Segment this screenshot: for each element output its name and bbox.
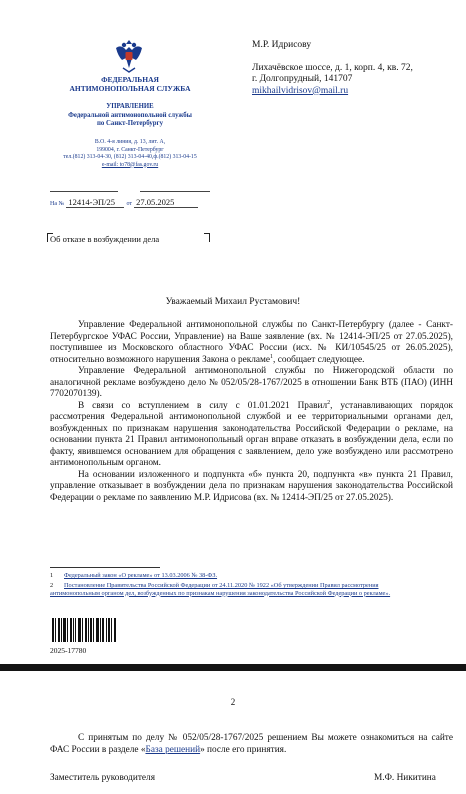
paragraph-4: На основании изложенного и подпункта «б» пункта 20, подпункта «в» пункта 21 Правил, управление отказывает в возбуждении дела по признакам нарушения законодательства Российской Федерации о рекламе по заявлению М.Р. Идрисова (вх. № 12414-ЭП/25 от 27.05.2025). — [50, 469, 453, 503]
page-2-text-start: С принятым по делу № 052/05/28-1767/2025 решением Вы можете ознакомиться на сайте ФАС России в разделе « — [50, 733, 453, 755]
recipient-address-1: Лихачёвское шоссе, д. 1, корп. 4, кв. 72, — [252, 62, 413, 73]
coat-of-arms-icon — [112, 38, 146, 74]
footnote-separator — [50, 567, 160, 568]
page-number: 2 — [230, 697, 236, 707]
dept-line-3: по Санкт-Петербургу — [97, 120, 163, 127]
letter-body — [50, 320, 453, 504]
department-name — [40, 103, 220, 129]
paragraph-3 — [50, 401, 453, 470]
decisions-database-link[interactable]: База решений — [145, 745, 201, 755]
dept-line-1: УПРАВЛЕНИЕ — [106, 103, 154, 110]
paragraph-1-tail: , сообщает следующее. — [273, 354, 365, 365]
recipient-name: М.Р. Идрисову — [252, 40, 312, 50]
signer-role: Заместитель руководителя — [50, 773, 155, 783]
page-2 — [0, 671, 466, 794]
dept-line-2: Федеральной антимонопольной службы — [68, 111, 192, 119]
paragraph-3-text: В связи со вступлением в силу с 01.01.2021 Правил — [78, 400, 328, 411]
department-address — [40, 139, 220, 169]
signer-name: М.Ф. Никитина — [374, 773, 436, 783]
recipient-email-link[interactable]: mikhailvidrisov@mail.ru — [252, 85, 349, 96]
footnote-1-number: 1 — [50, 572, 54, 579]
address-line-2: 199004, г. Санкт-Петербург — [96, 146, 164, 153]
registration-number: 12414-ЭП/25 — [66, 197, 124, 208]
registration-block — [50, 197, 198, 208]
org-line-1: ФЕДЕРАЛЬНАЯ — [101, 75, 159, 84]
footnote-ref-2[interactable]: 2 — [327, 399, 331, 406]
footnote-1 — [50, 572, 430, 580]
org-line-2: АНТИМОНОПОЛЬНАЯ СЛУЖБА — [69, 84, 191, 93]
footnote-2-link[interactable]: Постановление Правительства Российской Федерации от 24.11.2020 № 1922 «Об утверждении Правил рассмотрения антимонопольным органом дел, возбужденных по признакам нарушения законодательства Российской Федерации о рекламе». — [50, 582, 391, 597]
page-separator — [0, 664, 466, 671]
org-name — [40, 75, 220, 93]
page-2-text-end: » после его принятия. — [200, 745, 287, 755]
footnote-2-number: 2 — [50, 582, 54, 589]
footnote-1-link[interactable]: Федеральный закон «О рекламе» от 13.03.2006 № 38-ФЗ. — [64, 572, 218, 579]
address-email[interactable]: e-mail: to78@fas.gov.ru — [101, 161, 159, 168]
address-line-3: тел.(812) 313-04-30, (812) 313-04-40,ф.(812) 313-04-15 — [63, 154, 197, 160]
page-2-paragraph — [50, 732, 453, 756]
recipient-address-2: г. Долгопрудный, 141707 — [252, 74, 353, 84]
footnote-2 — [50, 582, 430, 597]
subject-bracket-right — [204, 233, 210, 242]
registration-prefix: На № — [50, 201, 65, 207]
paragraph-1-text: Управление Федеральной антимонопольной службы по Санкт-Петербургу (далее - Санкт-Петербургское УФАС России, Управление) на Ваше заявление (вх. № 12414-ЭП/25 от 27.05.2025), поступившее из Московского областного УФАС России (исх. № КИ/10545/25 от 26.05.2025), относительно возможного нарушения Закона о рекламе — [50, 320, 453, 365]
recipient-block — [252, 40, 413, 97]
document-code: 2025-17780 — [50, 646, 87, 655]
footnote-ref-1[interactable]: 1 — [270, 353, 274, 360]
subject-line: Об отказе в возбуждении дела — [50, 234, 160, 244]
address-line-1: В.О. 4-я линия, д. 13, лит. А, — [94, 139, 166, 145]
registration-from: от — [126, 201, 133, 207]
paragraph-2: Управление Федеральной антимонопольной службы по Нижегородской области по аналогичной рекламе возбуждено дело № 052/05/28-1767/2025 в отношении Банк ВТБ (ПАО) (ИНН 7702070139). — [50, 366, 453, 399]
barcode-image — [52, 618, 116, 642]
paragraph-3-tail: , устанавливающих порядок рассмотрения Федеральной антимонопольной службой и ее территориальными органами дел, возбужденных по признакам нарушения законодательства Российской Федерации о рекламе, на основании пункта 21 Правил антимонопольный орган вправе отказать в возбуждении дела, если по факту, явившемся основанием для обращения с заявлением, дело уже возбуждено или рассмотрено антимонопольным органом. — [50, 400, 453, 468]
page-2-body — [50, 732, 453, 756]
registration-date: 27.05.2025 — [134, 197, 198, 208]
paragraph-1 — [50, 320, 453, 366]
salutation: Уважаемый Михаил Рустамович! — [165, 297, 301, 307]
